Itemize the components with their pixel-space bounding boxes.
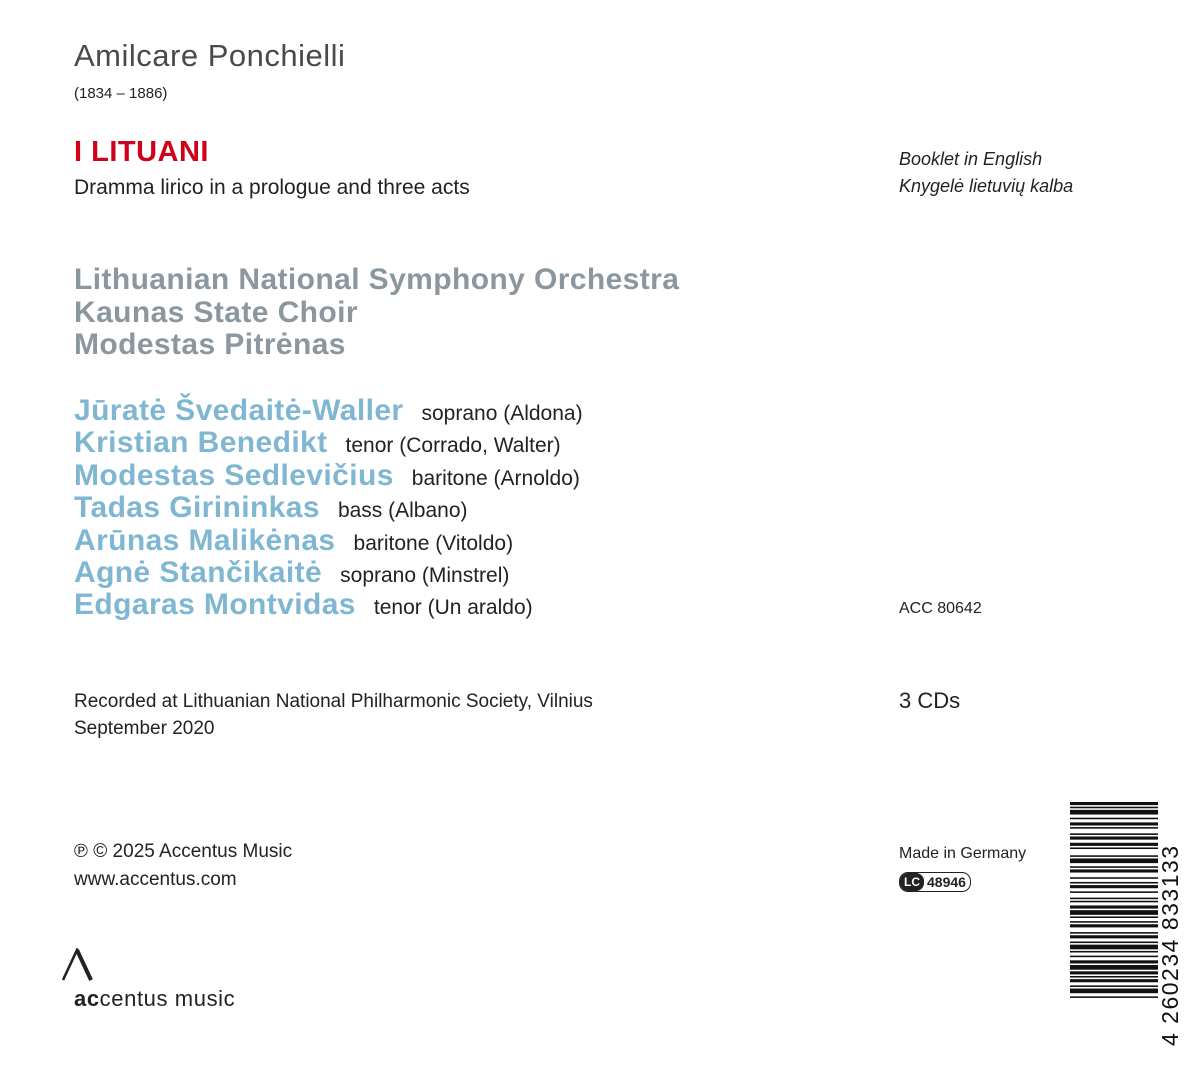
barcode-bar	[1070, 976, 1158, 978]
logo-bold-part: ac	[74, 986, 100, 1011]
soloist-role: baritone (Arnoldo)	[411, 466, 580, 490]
soloist-name: Edgaras Montvidas	[74, 588, 356, 622]
barcode-bar	[1070, 866, 1158, 868]
recording-venue: Recorded at Lithuanian National Philharmonic Society, Vilnius	[74, 691, 593, 712]
soloist-row	[74, 491, 583, 523]
barcode-bar	[1070, 965, 1158, 970]
soloist-name: Jūratė Švedaitė-Waller	[74, 394, 404, 427]
barcode-bar	[1070, 807, 1158, 809]
barcode-bar	[1070, 935, 1158, 938]
barcode-bar	[1070, 847, 1158, 849]
barcode-bar	[1070, 882, 1158, 884]
barcode-bar	[1070, 996, 1158, 998]
barcode-bar	[1070, 818, 1158, 820]
soloist-role: tenor (Un araldo)	[373, 596, 533, 620]
recording-date: September 2020	[74, 718, 215, 739]
label-code	[899, 872, 971, 892]
barcode-bar	[1070, 979, 1158, 982]
soloist-name: Kristian Benedikt	[74, 426, 328, 460]
barcode-digits: 4 260234 833133	[1157, 844, 1183, 1046]
barcode-bar	[1070, 971, 1158, 974]
soloist-role: bass (Albano)	[337, 499, 468, 523]
catalog-number: ACC 80642	[899, 600, 982, 617]
soloist-row	[74, 524, 583, 556]
booklet-languages	[899, 146, 1073, 200]
label-code-badge	[899, 872, 971, 892]
soloist-name: Modestas Sedlevičius	[74, 458, 394, 492]
barcode-bar	[1070, 802, 1158, 805]
label-code-prefix: LC	[900, 873, 924, 891]
work-title: I LITUANI	[74, 136, 209, 168]
copyright-block	[74, 838, 292, 894]
barcode-bar	[1070, 833, 1158, 835]
soloist-name: Tadas Girininkas	[74, 491, 320, 525]
conductor: Modestas Pitrėnas	[74, 328, 346, 361]
barcode-bar	[1070, 877, 1158, 879]
barcode-bar	[1070, 942, 1158, 944]
barcode-bar	[1070, 989, 1158, 994]
logo-rest: centus music	[99, 986, 236, 1011]
barcode-bar	[1070, 951, 1158, 953]
ensemble-choir: Kaunas State Choir	[74, 295, 358, 329]
disc-count: 3 CDs	[899, 688, 961, 713]
barcode-bar	[1070, 858, 1158, 863]
soloist-name: Arūnas Malikėnas	[74, 523, 336, 557]
soloist-role: soprano (Aldona)	[421, 402, 583, 425]
barcode-bar	[1070, 945, 1158, 950]
barcode-bar	[1070, 924, 1158, 927]
barcode-graphic	[1068, 800, 1183, 1050]
soloist-role: tenor (Corrado, Walter)	[345, 434, 561, 458]
ensemble-orchestra: Lithuanian National Symphony Orchestra	[74, 263, 680, 296]
composer-name: Amilcare Ponchielli	[74, 38, 346, 73]
barcode-bar	[1070, 855, 1158, 857]
barcode-bar	[1070, 891, 1158, 893]
booklet-line-lithuanian: Knygelė lietuvių kalba	[899, 176, 1074, 196]
soloist-list	[74, 394, 583, 621]
soloist-role: baritone (Vitoldo)	[353, 531, 514, 555]
barcode-bar	[1070, 836, 1158, 839]
soloist-row	[74, 459, 583, 491]
barcode-bar	[1070, 910, 1158, 915]
copyright-notice: ℗ © 2025 Accentus Music	[74, 841, 293, 862]
barcode-bar	[1070, 985, 1158, 987]
made-in-label: Made in Germany	[899, 845, 1027, 862]
barcode-bar	[1070, 885, 1158, 888]
barcode-bar	[1070, 916, 1158, 918]
soloist-name: Agnė Stančikaitė	[74, 555, 323, 589]
barcode-bar	[1070, 827, 1158, 829]
barcode-bar	[1070, 901, 1158, 903]
barcode-bar	[1070, 869, 1158, 872]
recording-info	[74, 688, 593, 742]
booklet-line-english: Booklet in English	[899, 149, 1043, 169]
composer-dates: (1834 – 1886)	[74, 85, 168, 102]
work-subtitle: Dramma lirico in a prologue and three acts	[74, 176, 470, 199]
soloist-role: soprano (Minstrel)	[340, 563, 510, 587]
accentus-logo-icon	[60, 948, 94, 987]
barcode-bar	[1070, 843, 1158, 846]
barcode-bar	[1070, 822, 1158, 825]
barcode-bar	[1070, 905, 1158, 908]
barcode-bar	[1070, 898, 1158, 900]
barcode-bar	[1070, 921, 1158, 923]
barcode-bar	[1070, 960, 1158, 963]
website-link[interactable]: www.accentus.com	[74, 869, 237, 890]
soloist-row	[74, 426, 583, 458]
label-code-number: 48946	[927, 874, 966, 890]
soloist-row	[74, 556, 583, 588]
ensemble-list	[74, 264, 679, 362]
soloist-row	[74, 394, 583, 426]
soloist-row	[74, 588, 583, 620]
barcode	[1068, 800, 1183, 1055]
barcode-bar	[1070, 956, 1158, 958]
barcode-bar	[1070, 932, 1158, 934]
label-logo	[74, 986, 235, 1012]
barcode-bar	[1070, 810, 1158, 815]
